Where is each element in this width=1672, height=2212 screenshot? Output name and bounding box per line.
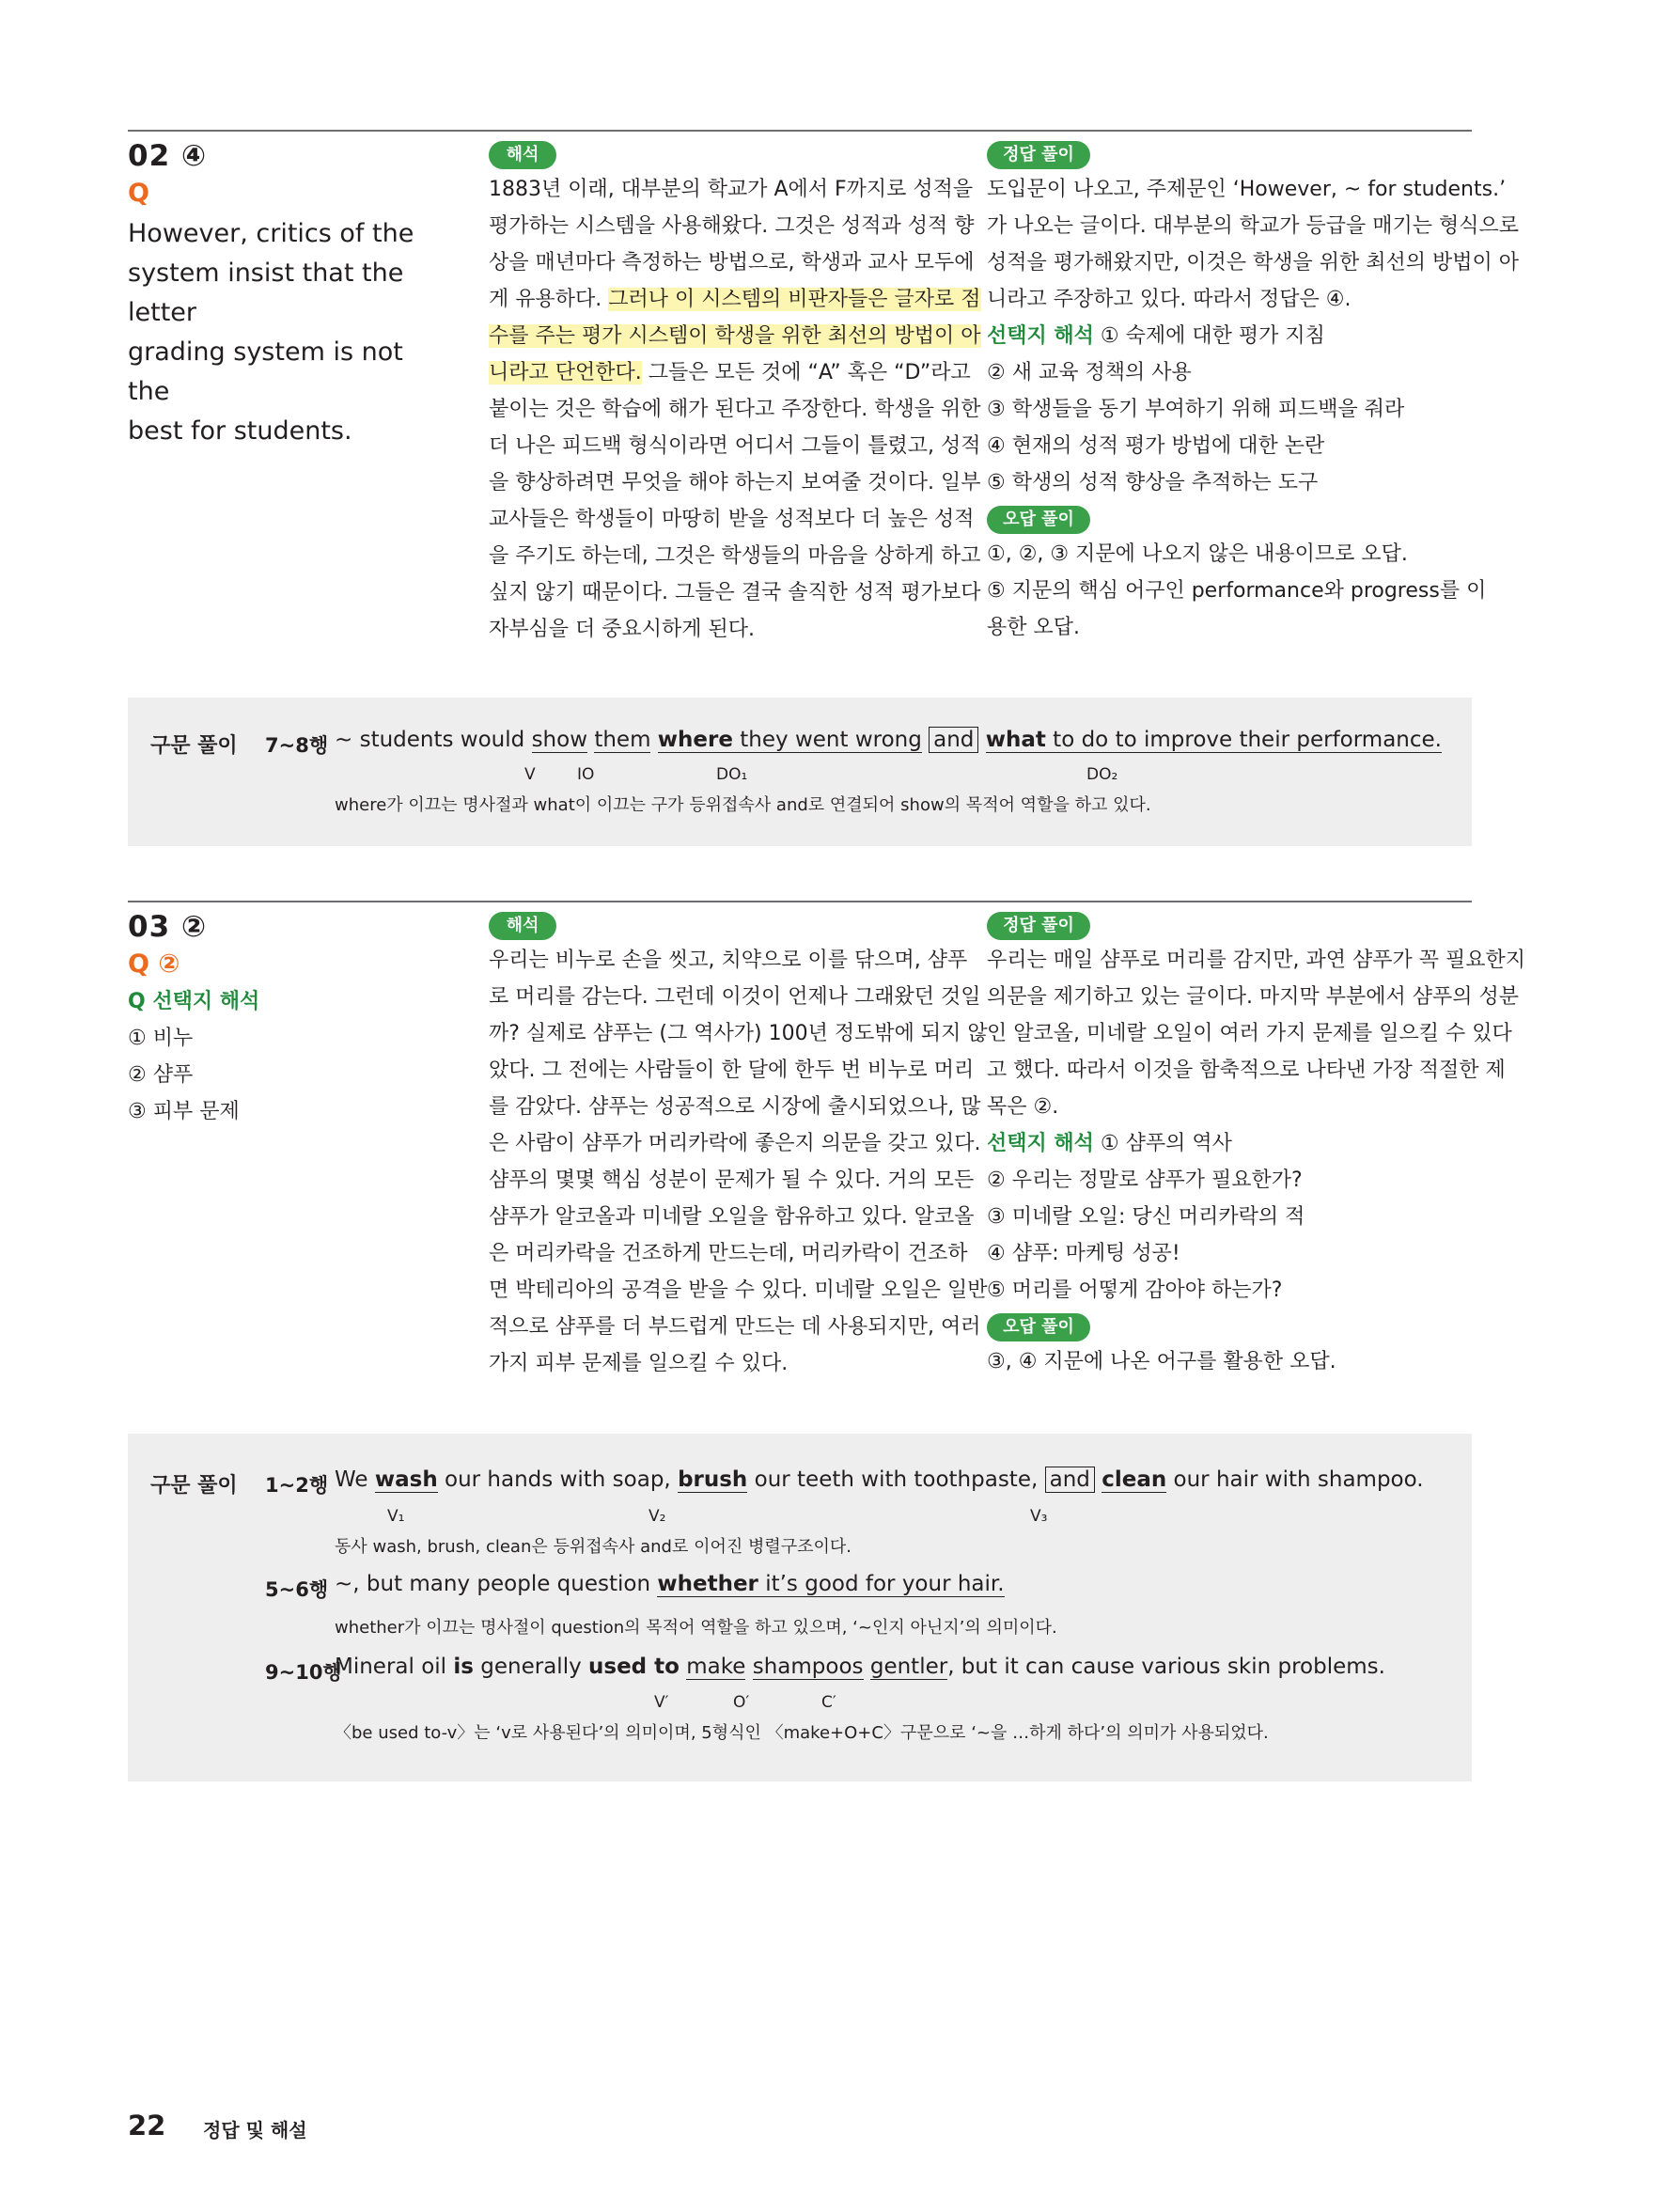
wrong-answer-label: 오답 풀이	[987, 506, 1090, 534]
section-divider-q03	[128, 901, 1472, 902]
syntax-sentence: ~ students would show them where they went wrong and what to do to improve their performance.	[335, 728, 1442, 752]
question-number-02: 02 ④	[128, 139, 208, 173]
q-mark: Q	[128, 179, 149, 208]
translation-label: 해석	[489, 912, 556, 940]
translation-text: 우리는 비누로 손을 씻고, 치약으로 이를 닦으며, 샴푸 로 머리를 감는다. 그런데 이것이 언제나 그래왔던 것일 까? 실제로 샴푸는 (그 역사가) 100년 정도밖에 되지 않 았다. 그 전에는 사람들이 한 달에 한두 번 비누로 머리 를 감았다. 샴푸는 성공적으로 시장에 출시되었으나, 많 은 사람이 샴푸가 머리카락에 좋은지 의문을 갖고 있다. 샴푸의 몇몇 핵심 성분이 문제가 될 수 있다. 거의 모든 샴푸가 알코올과 미네랄 오일을 함유하고 있다. 알코올 은 머리카락을 건조하게 만드는데, 머리카락이 건조하 면 박테리아의 공격을 받을 수 있다. 미네랄 오일은 일반 적으로 샴푸를 더 부드럽게 만드는 데 사용되지만, 여러 가지 피부 문제를 일으킬 수 있다.	[489, 949, 988, 1375]
choices-label: 선택지 해석	[987, 1132, 1094, 1155]
line-number: 7~8행	[265, 734, 329, 757]
highlight-text: 니라고 단언한다.	[489, 361, 642, 384]
question-sentence: However, critics of the system insist that the letter grading system is not the best for students.	[128, 219, 414, 446]
translation-text: 1883년 이래, 대부분의 학교가 A에서 F까지로 성적을 평가하는 시스템을 사용해왔다. 그것은 성적과 성적 향 상을 매년마다 측정하는 방법으로, 학생과 교사 모두에 게 유용하다. 그러나 이 시스템의 비판자들은 글자로 점 수를 주는 평가 시스템이 학생을 위한 최선의 방법이 아 니라고 단언한다. 그들은 모든 것에 “A” 혹은 “D”라고 붙이는 것은 학습에 해가 된다고 주장한다. 학생을 위한 더 나은 피드백 형식이라면 어디서 그들이 틀렸고, 성적 을 향상하려면 무엇을 해야 하는지 보여줄 것이다. 일부 교사들은 학생들이 마땅히 받을 성적보다 더 높은 성적 을 주기도 하는데, 그것은 학생들의 마음을 상하게 하고 싶지 않기 때문이다. 그들은 결국 솔직한 성적 평가보다 자부심을 더 중요시하게 된다.	[489, 178, 981, 641]
answer-explanation: 도입문이 나오고, 주제문인 ‘However, ~ for students.’ 가 나오는 글이다. 대부분의 학교가 등급을 매기는 형식으로 성적을 평가해왔지만, 이것은 학생을 위한 최선의 방법이 아 니라고 주장하고 있다. 따라서 정답은 ④. 선택지 해석 ① 숙제에 대한 평가 지침 ② 새 교육 정책의 사용 ③ 학생들을 동기 부여하기 위해 피드백을 줘라 ④ 현재의 성적 평가 방법에 대한 논란 ⑤ 학생의 성적 향상을 추적하는 도구	[987, 178, 1519, 494]
syntax-note-2: whether가 이끄는 명사절이 question의 목적어 역할을 하고 있으며, ‘~인지 아닌지’의 의미이다.	[335, 1618, 1057, 1638]
syntax-note: where가 이끄는 명사절과 what이 이끄는 구가 등위접속사 and로 연결되어 show의 목적어 역할을 하고 있다.	[335, 795, 1151, 815]
tag-c-prime: C′	[821, 1693, 836, 1712]
wrong-answer-explanation: ①, ②, ③ 지문에 나오지 않은 내용이므로 오답. ⑤ 지문의 핵심 어구인 performance와 progress를 이 용한 오답.	[987, 542, 1487, 639]
wrong-answer-explanation: ③, ④ 지문에 나온 어구를 활용한 오답.	[987, 1350, 1336, 1373]
syntax-box-q03	[128, 1434, 1472, 1781]
line-number: 5~6행	[265, 1578, 329, 1601]
tag-o-prime: O′	[733, 1693, 750, 1712]
tag-do1: DO₁	[716, 765, 748, 784]
answer-explanation: 우리는 매일 샴푸로 머리를 감지만, 과연 샴푸가 꼭 필요한지 의문을 제기하고 있는 글이다. 마지막 부분에서 샴푸의 성분 인 알코올, 미네랄 오일이 여러 가지 문제를 일으킬 수 있다 고 했다. 따라서 이것을 함축적으로 나타낸 가장 적절한 제 목은 ②. 선택지 해석 ① 샴푸의 역사 ② 우리는 정말로 샴푸가 필요한가? ③ 미네랄 오일: 당신 머리카락의 적 ④ 샴푸: 마케팅 성공! ⑤ 머리를 어떻게 감아야 하는가?	[987, 949, 1525, 1302]
tag-v1: V₁	[387, 1507, 405, 1526]
syntax-note-1: 동사 wash, brush, clean은 등위접속사 and로 이어진 병렬구조이다.	[335, 1537, 852, 1557]
question-number-03: 03 ②	[128, 910, 208, 944]
highlight-text: 그러나 이 시스템의 비판자들은 글자로 점	[608, 288, 981, 311]
tag-do2: DO₂	[1086, 765, 1118, 784]
choices-label: 선택지 해석	[987, 324, 1094, 348]
answer-label: 정답 풀이	[987, 912, 1090, 940]
highlight-text: 수를 주는 평가 시스템이 학생을 위한 최선의 방법이 아	[489, 324, 981, 348]
q-choices: Q 선택지 해석 ① 비누 ② 샴푸 ③ 피부 문제	[128, 990, 260, 1123]
syntax-sentence-2: ~, but many people question whether it’s good for your hair.	[335, 1572, 1005, 1596]
tag-v: V	[524, 765, 536, 784]
tag-v2: V₂	[648, 1507, 666, 1526]
tag-v3: V₃	[1030, 1507, 1048, 1526]
syntax-sentence-3: Mineral oil is generally used to make shampoos gentler, but it can cause various skin problems.	[335, 1655, 1385, 1679]
syntax-note-3: 〈be used to-v〉는 ‘v로 사용된다’의 의미이며, 5형식인 〈make+O+C〉구문으로 ‘~을 …하게 하다’의 의미가 사용되었다.	[335, 1723, 1269, 1743]
line-number: 9~10행	[265, 1661, 342, 1684]
section-divider-q02	[128, 130, 1472, 132]
tag-v-prime: V′	[654, 1693, 669, 1712]
line-number: 1~2행	[265, 1474, 329, 1497]
translation-label: 해석	[489, 141, 556, 169]
syntax-label: 구문 풀이	[150, 734, 238, 758]
tag-io: IO	[577, 765, 595, 784]
syntax-box-q02	[128, 698, 1472, 846]
syntax-sentence-1: We wash our hands with soap, brush our teeth with toothpaste, and clean our hair with shampoo.	[335, 1467, 1424, 1492]
answer-label: 정답 풀이	[987, 141, 1090, 169]
q-answer: Q ②	[128, 949, 180, 979]
footer-label: 정답 및 해설	[203, 2119, 307, 2141]
page-number: 22	[128, 2110, 166, 2141]
wrong-answer-label: 오답 풀이	[987, 1313, 1090, 1341]
syntax-label: 구문 풀이	[150, 1474, 238, 1498]
